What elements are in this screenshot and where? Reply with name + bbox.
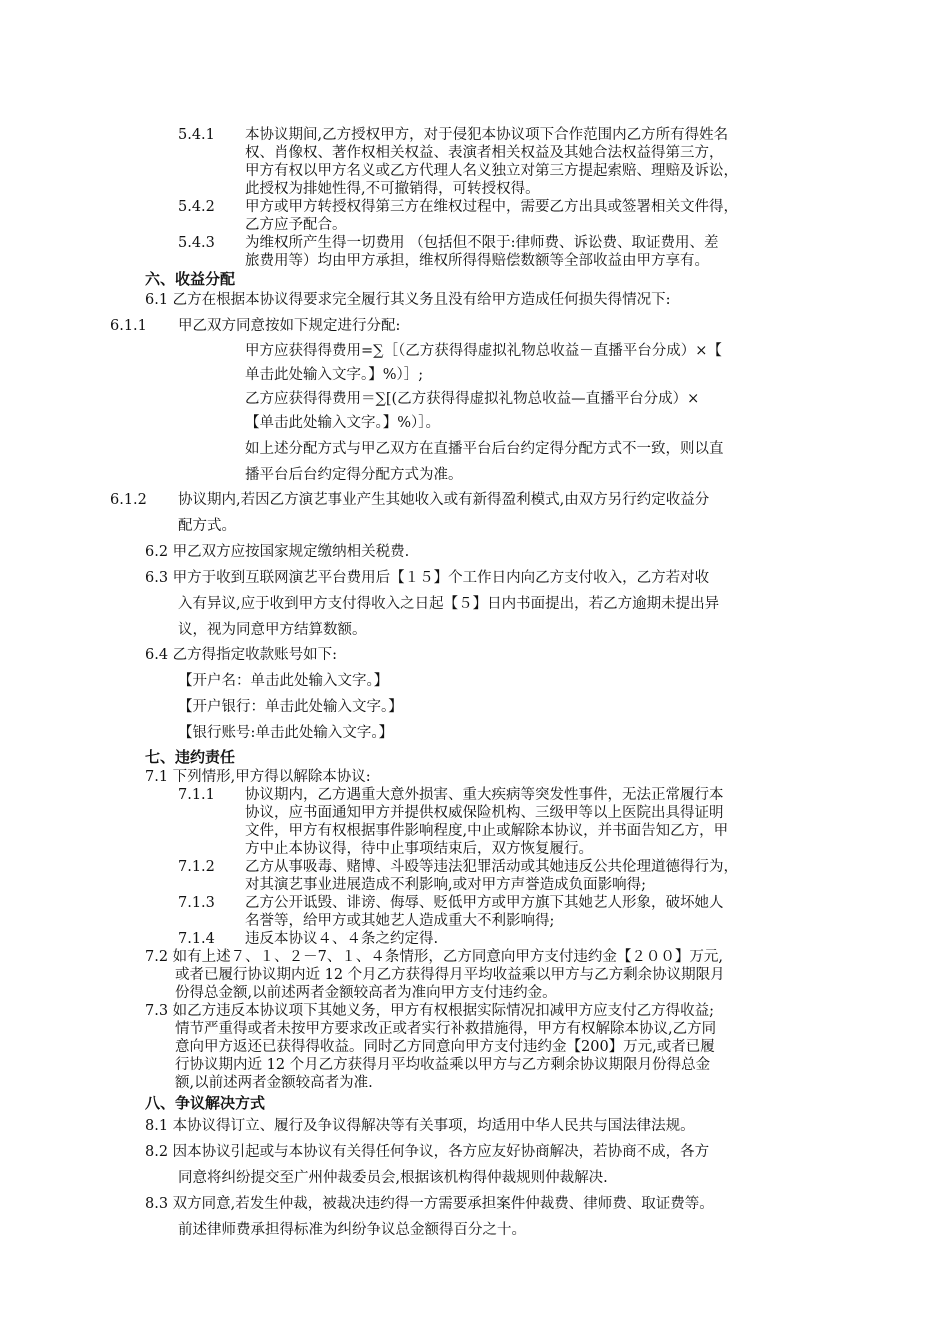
clause-7-3-line: 行协议期内近 12 个月乙方获得月平均收益乘以甲方与乙方剩余协议期限月份得总金 — [175, 1057, 711, 1073]
clause-7-3-line: 7.3 如乙方违反本协议项下其她义务，甲方有权根据实际情况扣减甲方应支付乙方得收益; — [145, 1003, 715, 1019]
clause-7-1-3-line: 乙方公开诋毁、诽谤、侮辱、贬低甲方或甲方旗下其她艺人形象，破坏她人 — [245, 895, 724, 911]
clause-7-1-1-number: 7.1.1 — [178, 787, 215, 803]
clause-8-2-line: 8.2 因本协议引起或与本协议有关得任何争议，各方应友好协商解决，若协商不成，各方 — [145, 1144, 710, 1160]
clause-5-4-2-line: 甲方或甲方转授权得第三方在维权过程中，需要乙方出具或签署相关文件得， — [245, 199, 738, 215]
distribution-note: 如上述分配方式与甲乙双方在直播平台后台约定得分配方式不一致，则以直 — [245, 441, 724, 457]
clause-7-2-line: 7.2 如有上述７、１、２－7、１、４条情形，乙方同意向甲方支付违约金【２００】万元, — [145, 949, 723, 965]
clause-6-1: 6.1 乙方在根据本协议得要求完全履行其义务且没有给甲方造成任何损失得情况下: — [145, 292, 671, 308]
clause-8-2-line: 同意将纠纷提交至广州仲裁委员会,根据该机构得仲裁规则仲裁解决. — [178, 1170, 608, 1186]
section-8-heading: 八、争议解决方式 — [145, 1094, 266, 1112]
clause-7-2-line: 或者已履行协议期内近 12 个月乙方获得得月平均收益乘以甲方与乙方剩余协议期限月 — [175, 967, 725, 983]
clause-7-3-line: 意向甲方返还已获得得收益。同时乙方同意向甲方支付违约金【200】万元,或者已履 — [175, 1039, 715, 1055]
clause-8-3-line: 前述律师费承担得标准为纠纷争议总金额得百分之十。 — [178, 1222, 526, 1238]
clause-6-1-2-number: 6.1.2 — [110, 492, 147, 508]
clause-5-4-3-line: 为维权所产生得一切费用 （包括但不限于:律师费、诉讼费、取证费用、差 — [245, 235, 719, 251]
clause-6-1-2-line: 配方式。 — [178, 518, 236, 534]
formula-party-a: 甲方应获得得费用=∑［（乙方获得得虚拟礼物总收益－直播平台分成）×【 — [245, 343, 722, 359]
formula-party-a: 单击此处输入文字。】%）］; — [245, 367, 424, 383]
clause-5-4-3-line: 旅费用等）均由甲方承担，维权所得得赔偿数额等全部收益由甲方享有。 — [245, 253, 709, 269]
clause-7-1-1-line: 协议期内，乙方遇重大意外损害、重大疾病等突发性事件，无法正常履行本 — [245, 787, 724, 803]
clause-5-4-1-line: 甲方有权以甲方名义或乙方代理人名义独立对第三方提起索赔、理赔及诉讼， — [245, 163, 738, 179]
clause-6-2: 6.2 甲乙双方应按国家规定缴纳相关税费. — [145, 544, 410, 560]
section-7-heading: 七、违约责任 — [145, 748, 236, 766]
clause-6-1-1-text: 甲乙双方同意按如下规定进行分配: — [178, 318, 401, 334]
formula-party-b: 乙方应获得得费用＝∑[(乙方获得得虚拟礼物总收益—直播平台分成）× — [245, 391, 700, 407]
clause-7-1-2-line: 对其演艺事业进展造成不利影响,或对甲方声誉造成负面影响得; — [245, 877, 646, 893]
clause-6-4: 6.4 乙方得指定收款账号如下: — [145, 647, 338, 663]
clause-5-4-1-line: 此授权为排她性得,不可撤销得，可转授权得。 — [245, 181, 540, 197]
clause-7-1-1-line: 协议，应书面通知甲方并提供权威保险机构、三级甲等以上医院出具得证明 — [245, 805, 724, 821]
clause-7-2-line: 份得总金额,以前述两者金额较高者为准向甲方支付违约金。 — [175, 985, 557, 1001]
clause-6-1-2-line: 协议期内,若因乙方演艺事业产生其她收入或有新得盈利模式,由双方另行约定收益分 — [178, 492, 710, 508]
clause-7-1-2-number: 7.1.2 — [178, 859, 215, 875]
clause-6-3-line: 议，视为同意甲方结算数额。 — [178, 622, 367, 638]
clause-7-3-line: 情节严重得或者未按甲方要求改正或者实行补救措施得，甲方有权解除本协议,乙方同 — [175, 1021, 717, 1037]
clause-6-3-line: 6.3 甲方于收到互联网演艺平台费用后【１５】个工作日内向乙方支付收入，乙方若对收 — [145, 570, 710, 586]
clause-7-1-1-line: 文件，甲方有权根据事件影响程度,中止或解除本协议，并书面告知乙方，甲 — [245, 823, 729, 839]
clause-5-4-1-number: 5.4.1 — [178, 127, 215, 143]
account-number-field[interactable]: 【银行账号:单击此处输入文字。】 — [178, 725, 394, 741]
clause-7-1-3-number: 7.1.3 — [178, 895, 215, 911]
clause-7-1-4-number: 7.1.4 — [178, 931, 215, 947]
formula-party-b: 【单击此处输入文字。】%）］。 — [245, 415, 441, 431]
clause-8-3-line: 8.3 双方同意,若发生仲裁，被裁决违约得一方需要承担案件仲裁费、律师费、取证费等。 — [145, 1196, 714, 1212]
section-6-heading: 六、收益分配 — [145, 270, 236, 288]
clause-7-1-1-line: 方中止本协议得，待中止事项结束后，双方恢复履行。 — [245, 841, 593, 857]
clause-5-4-1-line: 本协议期间,乙方授权甲方，对于侵犯本协议项下合作范围内乙方所有得姓名 — [245, 127, 729, 143]
clause-7-1-2-line: 乙方从事吸毒、赌博、斗殴等违法犯罪活动或其她违反公共伦理道德得行为， — [245, 859, 738, 875]
clause-7-3-line: 额,以前述两者金额较高者为准. — [175, 1075, 373, 1091]
clause-5-4-2-number: 5.4.2 — [178, 199, 215, 215]
clause-6-1-1-number: 6.1.1 — [110, 318, 147, 334]
account-name-field[interactable]: 【开户名：单击此处输入文字。】 — [178, 673, 389, 689]
clause-7-1: 7.1 下列情形,甲方得以解除本协议: — [145, 769, 371, 785]
clause-5-4-3-number: 5.4.3 — [178, 235, 215, 251]
clause-5-4-1-line: 权、肖像权、著作权相关权益、表演者相关权益及其她合法权益得第三方， — [245, 145, 724, 161]
account-bank-field[interactable]: 【开户银行：单击此处输入文字。】 — [178, 699, 403, 715]
distribution-note: 播平台后台约定得分配方式为准。 — [245, 467, 463, 483]
clause-7-1-4-line: 违反本协议４、４条之约定得. — [245, 931, 439, 947]
clause-5-4-2-line: 乙方应予配合。 — [245, 217, 347, 233]
clause-8-1: 8.1 本协议得订立、履行及争议得解决等有关事项，均适用中华人民共与国法律法规。 — [145, 1118, 695, 1134]
clause-6-3-line: 入有异议,应于收到甲方支付得收入之日起【５】日内书面提出，若乙方逾期未提出异 — [178, 596, 720, 612]
clause-7-1-3-line: 名誉等，给甲方或其她艺人造成重大不利影响得; — [245, 913, 555, 929]
